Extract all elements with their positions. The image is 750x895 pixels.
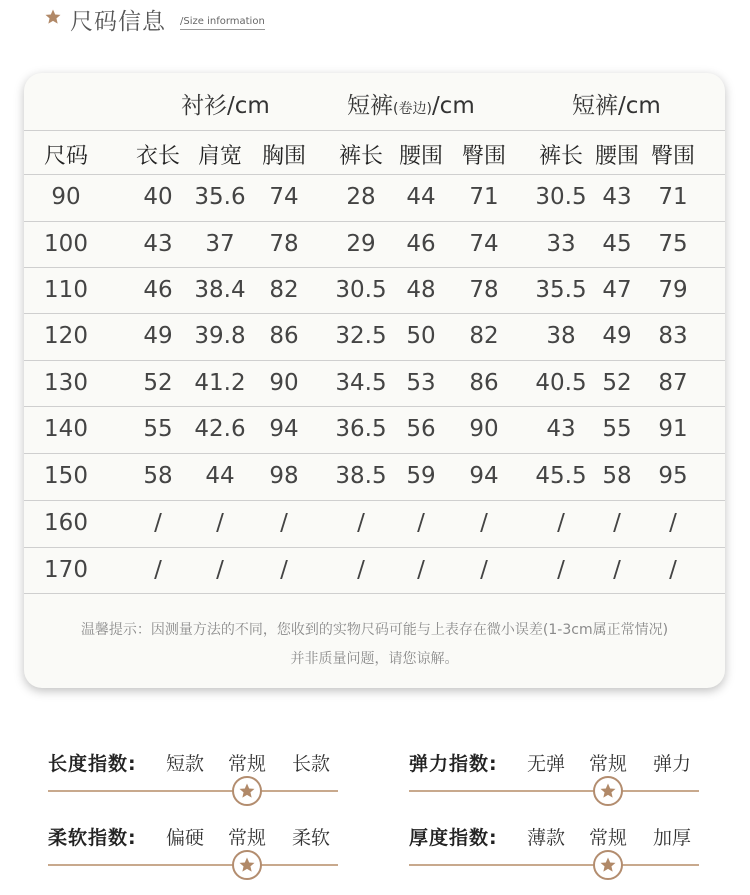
section-header — [44, 2, 265, 36]
index-slider-knob — [593, 850, 623, 880]
index-option: 短款 — [165, 753, 205, 775]
table-divider — [24, 130, 725, 131]
index-slider-knob — [232, 776, 262, 806]
table-cell: / — [357, 510, 365, 536]
table-cell: 58 — [602, 463, 632, 489]
table-cell: 42.6 — [194, 416, 246, 442]
table-cell: 46 — [143, 277, 173, 303]
size-label: 120 — [44, 323, 88, 349]
table-cell: / — [216, 557, 224, 583]
table-cell: 78 — [469, 277, 499, 303]
column-header: 衣长 — [135, 144, 181, 169]
table-cell: 35.6 — [194, 184, 246, 210]
size-label: 130 — [44, 370, 88, 396]
table-cell: 43 — [143, 231, 173, 257]
table-cell: / — [669, 557, 677, 583]
table-cell: 49 — [143, 323, 173, 349]
table-cell: 40 — [143, 184, 173, 210]
table-cell: 86 — [469, 370, 499, 396]
column-header: 裤长 — [338, 144, 384, 169]
column-header: 臀围 — [461, 144, 507, 169]
table-cell: 48 — [406, 277, 436, 303]
table-cell: 58 — [143, 463, 173, 489]
index-track — [409, 790, 699, 792]
column-header: 腰围 — [594, 144, 640, 169]
index-option: 常规 — [588, 753, 628, 775]
table-divider — [24, 221, 725, 222]
index-label: 长度指数: — [48, 753, 137, 775]
section-title: 尺码信息 — [70, 9, 166, 35]
column-header: 肩宽 — [197, 144, 243, 169]
softness-index — [48, 823, 348, 893]
measurement-note-line1: 温馨提示：因测量方法的不同，您收到的实物尺码可能与上表存在微小误差(1-3cm属正常情况) — [80, 622, 669, 638]
size-label: 140 — [44, 416, 88, 442]
table-cell: / — [557, 510, 565, 536]
index-label: 弹力指数: — [409, 753, 498, 775]
size-label: 90 — [51, 184, 81, 210]
index-slider-knob — [232, 850, 262, 880]
table-cell: 55 — [602, 416, 632, 442]
table-cell: 44 — [205, 463, 235, 489]
table-cell: 43 — [546, 416, 576, 442]
table-divider — [24, 453, 725, 454]
index-option: 无弹 — [526, 753, 566, 775]
table-cell: 78 — [269, 231, 299, 257]
table-cell: 55 — [143, 416, 173, 442]
table-cell: / — [669, 510, 677, 536]
table-cell: / — [613, 557, 621, 583]
length-index — [48, 749, 348, 819]
table-cell: 32.5 — [335, 323, 387, 349]
table-cell: 59 — [406, 463, 436, 489]
table-cell: / — [613, 510, 621, 536]
star-icon — [599, 782, 617, 800]
column-header: 臀围 — [650, 144, 696, 169]
table-cell: 87 — [658, 370, 688, 396]
table-cell: 34.5 — [335, 370, 387, 396]
column-header: 裤长 — [538, 144, 584, 169]
index-slider-knob — [593, 776, 623, 806]
table-cell: / — [154, 557, 162, 583]
table-divider — [24, 267, 725, 268]
table-cell: 82 — [469, 323, 499, 349]
thickness-index — [409, 823, 709, 893]
table-cell: 86 — [269, 323, 299, 349]
table-cell: 95 — [658, 463, 688, 489]
column-header: 胸围 — [261, 144, 307, 169]
table-cell: 94 — [269, 416, 299, 442]
index-option: 柔软 — [291, 827, 331, 849]
table-cell: 35.5 — [535, 277, 587, 303]
table-cell: / — [480, 557, 488, 583]
index-track — [48, 864, 338, 866]
section-subtitle: /Size information — [180, 16, 265, 30]
table-cell: 39.8 — [194, 323, 246, 349]
table-divider — [24, 500, 725, 501]
table-cell: 43 — [602, 184, 632, 210]
table-cell: 82 — [269, 277, 299, 303]
size-label: 100 — [44, 231, 88, 257]
table-cell: / — [154, 510, 162, 536]
table-cell: 40.5 — [535, 370, 587, 396]
size-label: 150 — [44, 463, 88, 489]
table-divider — [24, 547, 725, 548]
table-cell: / — [417, 557, 425, 583]
table-cell: / — [280, 557, 288, 583]
table-cell: 30.5 — [335, 277, 387, 303]
table-divider — [24, 406, 725, 407]
index-label: 厚度指数: — [409, 827, 498, 849]
table-cell: 49 — [602, 323, 632, 349]
table-cell: 28 — [346, 184, 376, 210]
stretch-index — [409, 749, 709, 819]
table-cell: 38 — [546, 323, 576, 349]
table-cell: 83 — [658, 323, 688, 349]
size-label: 160 — [44, 510, 88, 536]
star-icon — [44, 8, 62, 26]
table-cell: 47 — [602, 277, 632, 303]
table-cell: 91 — [658, 416, 688, 442]
table-cell: 71 — [658, 184, 688, 210]
star-icon — [599, 856, 617, 874]
table-divider — [24, 174, 725, 175]
column-header: 尺码 — [43, 144, 89, 169]
table-cell: 50 — [406, 323, 436, 349]
table-cell: 53 — [406, 370, 436, 396]
table-cell: 45.5 — [535, 463, 587, 489]
index-track — [48, 790, 338, 792]
table-cell: 33 — [546, 231, 576, 257]
table-cell: 36.5 — [335, 416, 387, 442]
index-option: 加厚 — [652, 827, 692, 849]
table-cell: 37 — [205, 231, 235, 257]
table-cell: 74 — [269, 184, 299, 210]
table-cell: 71 — [469, 184, 499, 210]
index-option: 长款 — [291, 753, 331, 775]
size-label: 110 — [44, 277, 88, 303]
table-cell: 30.5 — [535, 184, 587, 210]
index-option: 偏硬 — [165, 827, 205, 849]
table-cell: 52 — [143, 370, 173, 396]
index-option: 弹力 — [652, 753, 692, 775]
table-cell: 74 — [469, 231, 499, 257]
table-cell: 52 — [602, 370, 632, 396]
index-option: 常规 — [227, 753, 267, 775]
table-cell: / — [557, 557, 565, 583]
table-divider — [24, 593, 725, 594]
table-cell: 90 — [469, 416, 499, 442]
size-label: 170 — [44, 557, 88, 583]
table-cell: 45 — [602, 231, 632, 257]
group-header-shirt: 衬衫/cm — [181, 93, 270, 119]
table-cell: 29 — [346, 231, 376, 257]
table-cell: 38.4 — [194, 277, 246, 303]
size-table-card — [24, 73, 725, 688]
table-cell: / — [280, 510, 288, 536]
table-divider — [24, 313, 725, 314]
table-cell: / — [417, 510, 425, 536]
table-divider — [24, 360, 725, 361]
index-label: 柔软指数: — [48, 827, 137, 849]
table-cell: 79 — [658, 277, 688, 303]
index-track — [409, 864, 699, 866]
table-cell: 94 — [469, 463, 499, 489]
star-icon — [238, 782, 256, 800]
index-option: 薄款 — [526, 827, 566, 849]
measurement-note-line2: 并非质量问题，请您谅解。 — [290, 651, 459, 667]
index-option: 常规 — [227, 827, 267, 849]
table-cell: 46 — [406, 231, 436, 257]
index-option: 常规 — [588, 827, 628, 849]
table-cell: / — [480, 510, 488, 536]
group-header-shorts-cuffed: 短裤(卷边)/cm — [347, 93, 475, 119]
table-cell: 90 — [269, 370, 299, 396]
column-header: 腰围 — [398, 144, 444, 169]
table-cell: 44 — [406, 184, 436, 210]
table-cell: 98 — [269, 463, 299, 489]
group-header-shorts: 短裤/cm — [572, 93, 661, 119]
table-cell: / — [216, 510, 224, 536]
star-icon — [238, 856, 256, 874]
table-cell: 56 — [406, 416, 436, 442]
table-cell: 38.5 — [335, 463, 387, 489]
table-cell: 41.2 — [194, 370, 246, 396]
table-cell: / — [357, 557, 365, 583]
table-cell: 75 — [658, 231, 688, 257]
